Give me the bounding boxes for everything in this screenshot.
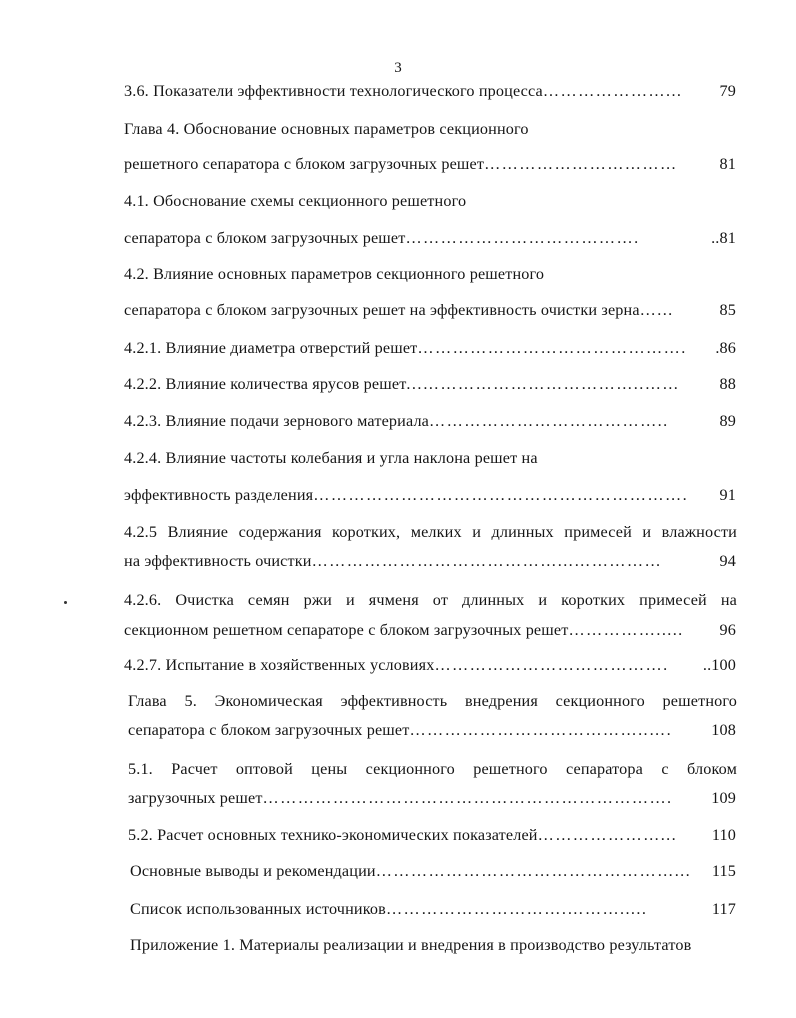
toc-entry-text: сепаратора с блоком загрузочных решет на эффективность очистки зерна <box>124 301 640 319</box>
toc-page-number: 94 <box>719 552 736 570</box>
toc-entry-4-2-3 <box>124 408 736 434</box>
toc-entry-text: 3.6. Показатели эффективности технологического процесса <box>124 82 543 100</box>
toc-dot-leader: ……………………………………………………………. <box>262 789 673 807</box>
toc-entry-references <box>130 896 736 922</box>
toc-entry-text: Список использованных источников <box>130 900 386 918</box>
toc-dot-leader: ………………………………………. <box>417 339 687 357</box>
toc-page-number: 79 <box>719 82 736 100</box>
toc-dot-leader: …………………... <box>537 826 678 844</box>
toc-entry-4-2-line-1 <box>124 261 736 287</box>
toc-dot-leader: …………………………………. <box>434 656 669 674</box>
toc-entry-text: 4.1. Обоснование схемы секционного решетного <box>124 192 467 210</box>
toc-entry-5-2 <box>128 822 736 848</box>
toc-entry-4-2-1 <box>124 335 736 361</box>
toc-dot-leader: ………………………………………………………. <box>313 486 689 504</box>
toc-dot-leader: ………………………………….. <box>429 412 669 430</box>
toc-entry-text: 4.2. Влияние основных параметров секционного решетного <box>124 265 545 283</box>
toc-entry-text: 5.1. Расчет оптовой цены секционного решетного сепаратора с блоком <box>128 760 737 778</box>
toc-entry-text: 4.2.4. Влияние частоты колебания и угла наклона решет на <box>124 449 538 467</box>
toc-entry-text: решетного сепаратора с блоком загрузочных решет <box>124 155 485 173</box>
toc-entry-text: загрузочных решет <box>128 789 263 807</box>
toc-dot-leader: …………………... <box>542 82 683 100</box>
toc-entry-text: 4.2.2. Влияние количества ярусов решет <box>124 375 407 393</box>
toc-page-number: .86 <box>715 339 736 357</box>
toc-page-number: 91 <box>719 486 736 504</box>
toc-entry-4-1-line-1 <box>124 188 736 214</box>
toc-dot-leader: …………………………………..…. <box>409 721 673 739</box>
toc-entry-text: 4.2.6. Очистка семян ржи и ячменя от длинных и коротких примесей на <box>124 591 737 609</box>
toc-entry-4-2-6-line-1 <box>124 587 737 613</box>
toc-entry-text: секционном решетном сепараторе с блоком загрузочных решет <box>124 621 569 639</box>
toc-entry-text: сепаратора с блоком загрузочных решет <box>124 229 406 247</box>
toc-entry-text: Приложение 1. Материалы реализации и внедрения в производство результатов <box>130 936 692 954</box>
toc-page-number: 88 <box>719 375 736 393</box>
toc-entry-4-2-line-2 <box>124 297 736 323</box>
toc-entry-4-2-4-line-1 <box>124 445 736 471</box>
toc-entry-text: 4.2.7. Испытание в хозяйственных условиях <box>124 656 435 674</box>
toc-entry-text: 4.2.1. Влияние диаметра отверстий решет <box>124 339 418 357</box>
toc-entry-text: 5.2. Расчет основных технико-экономических показателей <box>128 826 538 844</box>
toc-entry-chapter-4-line-1 <box>124 116 736 142</box>
scan-speck <box>64 601 67 604</box>
toc-entry-4-1-line-2 <box>124 225 736 251</box>
toc-dot-leader: …………………………………. <box>405 229 640 247</box>
toc-entry-4-2-4-line-2 <box>124 482 736 508</box>
toc-dot-leader: ………………………….………..... <box>385 900 648 918</box>
toc-page-number: ..81 <box>711 229 736 247</box>
toc-page-number: 85 <box>719 301 736 319</box>
toc-page-number: 81 <box>719 155 736 173</box>
toc-dot-leader: …... <box>639 301 674 319</box>
page-number: 3 <box>394 60 402 76</box>
toc-entry-text: сепаратора с блоком загрузочных решет <box>128 721 410 739</box>
toc-entry-4-2-5-line-1 <box>124 519 737 545</box>
toc-entry-text: 4.2.5 Влияние содержания коротких, мелких и длинных примесей и влажности <box>124 523 737 541</box>
toc-entry-4-2-2 <box>124 371 736 397</box>
toc-entry-chapter-4-line-2 <box>124 151 736 177</box>
toc-entry-4-2-6-line-2 <box>124 617 736 643</box>
toc-dot-leader: …………………………… <box>484 155 678 173</box>
toc-dot-leader: ……………………………………...…………… <box>311 552 663 570</box>
toc-page-number: 96 <box>719 621 736 639</box>
toc-page-number: 89 <box>719 412 736 430</box>
toc-entry-text: Основные выводы и рекомендации <box>130 862 376 880</box>
toc-entry-5-1-line-1 <box>128 756 737 782</box>
toc-entry-text: эффективность разделения <box>124 486 314 504</box>
toc-entry-text: Глава 5. Экономическая эффективность внедрения секционного решетного <box>128 692 737 710</box>
toc-page-number: 117 <box>711 900 736 918</box>
toc-entry-appendix-1 <box>130 932 742 958</box>
toc-entry-4-2-7 <box>124 652 736 678</box>
toc-entry-5-1-line-2 <box>128 785 736 811</box>
toc-entry-text: на эффективность очистки <box>124 552 312 570</box>
toc-page-number: 108 <box>711 721 736 739</box>
toc-entry-4-2-5-line-2 <box>124 548 736 574</box>
toc-page-number: 115 <box>711 862 736 880</box>
toc-entry-chapter-5-line-2 <box>128 717 736 743</box>
toc-page-number: ..100 <box>702 656 736 674</box>
toc-entry-text: Глава 4. Обоснование основных параметров секционного <box>124 120 529 138</box>
toc-page-number: 110 <box>711 826 736 844</box>
toc-dot-leader: ……………..... <box>568 621 684 639</box>
toc-page-number: 109 <box>711 789 736 807</box>
toc-entry-text: 4.2.3. Влияние подачи зернового материала <box>124 412 430 430</box>
toc-entry-chapter-5-line-1 <box>128 688 737 714</box>
toc-dot-leader: ...………………………………..…… <box>406 375 680 393</box>
toc-entry-conclusions <box>130 858 736 884</box>
toc-entry-3-6 <box>124 78 736 104</box>
toc-dot-leader: ……………………………………………... <box>375 862 692 880</box>
